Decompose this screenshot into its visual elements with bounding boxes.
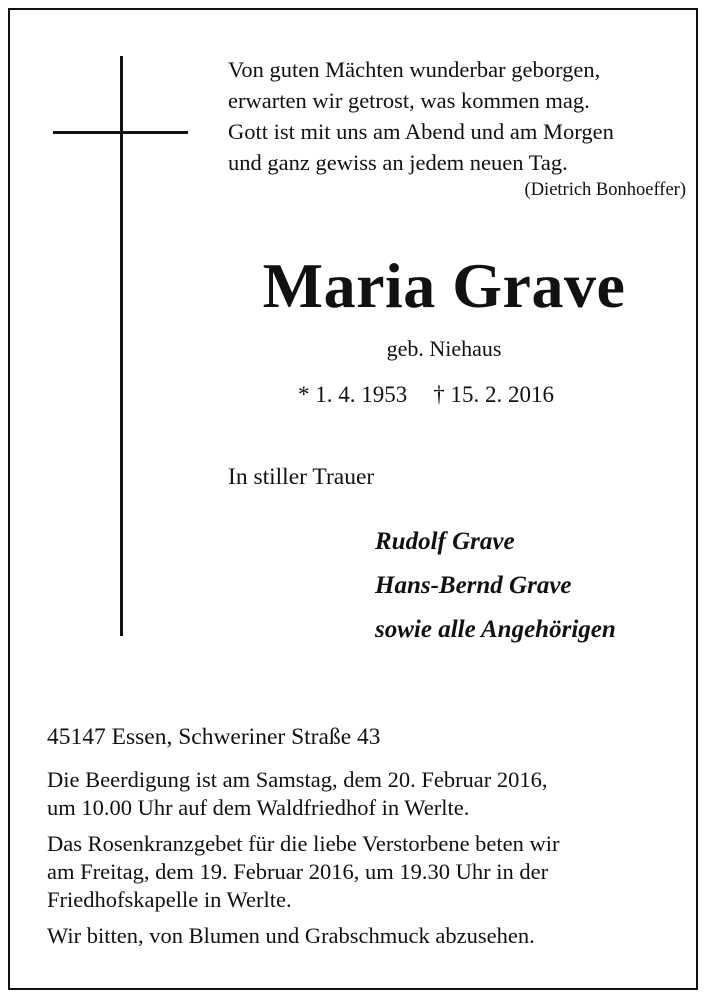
poem-attribution: (Dietrich Bonhoeffer)	[524, 180, 686, 200]
poem-line: erwarten wir getrost, was kommen mag.	[228, 88, 590, 113]
cross-vertical-bar	[120, 56, 123, 636]
mourner-name: Hans-Bernd Grave	[375, 572, 572, 599]
flowers-request	[47, 922, 687, 950]
rosary-notice	[47, 830, 687, 914]
notice-line: Das Rosenkranzgebet für die liebe Verstorbene beten wir	[47, 831, 560, 856]
notice-line: Die Beerdigung ist am Samstag, dem 20. Februar 2016,	[47, 767, 548, 792]
notice-line: Friedhofskapelle in Werlte.	[47, 887, 292, 912]
funeral-notice	[47, 766, 687, 822]
poem	[228, 54, 668, 178]
mourners-list	[375, 520, 616, 652]
life-dates	[298, 380, 554, 410]
family-address: 45147 Essen, Schweriner Straße 43	[47, 724, 381, 750]
poem-line: Gott ist mit uns am Abend und am Morgen	[228, 119, 614, 144]
birth-date: * 1. 4. 1953	[298, 382, 408, 407]
mourner-name: Rudolf Grave	[375, 528, 515, 555]
notice-line: um 10.00 Uhr auf dem Waldfriedhof in Werlte.	[47, 795, 470, 820]
deceased-name: Maria Grave	[262, 250, 626, 321]
death-date: † 15. 2. 2016	[433, 382, 554, 407]
mourning-heading: In stiller Trauer	[228, 464, 375, 490]
notices	[47, 766, 687, 958]
notice-line: Wir bitten, von Blumen und Grabschmuck abzusehen.	[47, 923, 535, 948]
poem-line: Von guten Mächten wunderbar geborgen,	[228, 57, 601, 82]
birth-name: geb. Niehaus	[386, 336, 502, 361]
mourner-name: sowie alle Angehörigen	[375, 616, 616, 643]
poem-line: und ganz gewiss an jedem neuen Tag.	[228, 150, 568, 175]
cross-horizontal-bar	[53, 131, 188, 134]
notice-line: am Freitag, dem 19. Februar 2016, um 19.30 Uhr in der	[47, 859, 549, 884]
